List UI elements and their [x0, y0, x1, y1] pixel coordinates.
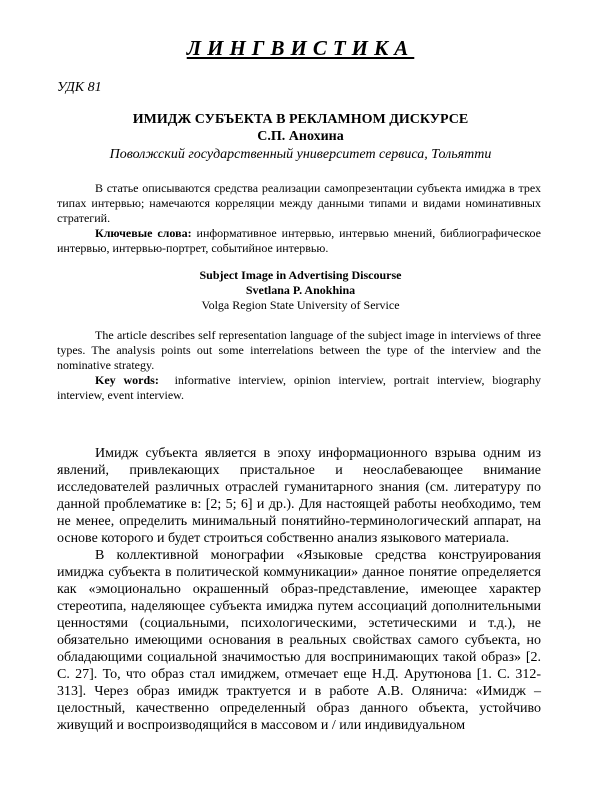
keywords-ru-label: Ключевые слова: — [95, 226, 192, 240]
keywords-ru-text: информативное интервью, интервью мнений, библиографическое интервью, интервью-портрет, событийное интервью. — [57, 226, 542, 255]
author-ru: С.П. Анохина — [257, 129, 344, 144]
article-body — [57, 445, 541, 734]
abstract-ru — [57, 181, 541, 256]
keywords-en-text: informative interview, opinion interview, portrait interview, biography interview, event interview. — [57, 373, 541, 402]
abstract-ru-text: В статье описываются средства реализации самопрезентации субъекта имиджа в трех типах интервью; намечаются корреляции между данными типами и видами номинативных стратегий. — [57, 181, 541, 225]
article-title-en: Subject Image in Advertising Discourse — [199, 268, 402, 282]
abstract-en — [57, 328, 541, 403]
keywords-en-label: Key words: — [95, 373, 159, 387]
article-title-ru: ИМИДЖ СУБЪЕКТА В РЕКЛАМНОМ ДИСКУРСЕ — [132, 112, 469, 127]
section-title: ЛИНГВИСТИКА — [186, 36, 415, 60]
udk-code: УДК 81 — [57, 80, 102, 95]
affiliation-en: Volga Region State University of Service — [201, 298, 400, 312]
abstract-en-text: The article describes self representation language of the subject image in interviews of three types. The analysis points out some interrelations between the type of the interview and the nominative strategy. — [57, 328, 541, 372]
keywords-ru — [57, 226, 541, 256]
author-en: Svetlana P. Anokhina — [245, 283, 356, 297]
body-paragraph-1: Имидж субъекта является в эпоху информационного взрыва одним из явлений, привлекающих пристальное и неослабевающее внимание исследователей различных отраслей гуманитарного знания (см. литературу по данной проблематике в: [2; 5; 6] и др.). Для настоящей работы необходимо, тем не менее, определить минимальный понятийно-терминологический аппарат, на основе которого и будет строиться собственно анализ языкового материала. — [57, 446, 541, 546]
affiliation-ru: Поволжский государственный университет сервиса, Тольятти — [109, 147, 492, 162]
keywords-en — [57, 373, 541, 403]
body-paragraph-2: В коллективной монографии «Языковые средства конструирования имиджа субъекта в политической коммуникации» данное понятие определяется как «эмоционально окрашенный образ-представление, имеющее характер стереотипа, наделяющее субъекта имиджа путем ассоциаций дополнительными ценностями (социальными, психологическими, эстетическими и т.д.), не обязательно имеющими основания в реальных свойствах самого субъекта, но обладающими социальной значимостью для воспринимающих такой образ» [2. С. 27]. То, что образ стал имиджем, отмечает еще Н.Д. Арутюнова [1. С. 312-313]. Через образ имидж трактуется и в работе А.В. Олянича: «Имидж – целостный, качественно определенный образ данного объекта, устойчиво живущий и воспроизводящийся в массовом и / или индивидуальном — [57, 548, 541, 733]
